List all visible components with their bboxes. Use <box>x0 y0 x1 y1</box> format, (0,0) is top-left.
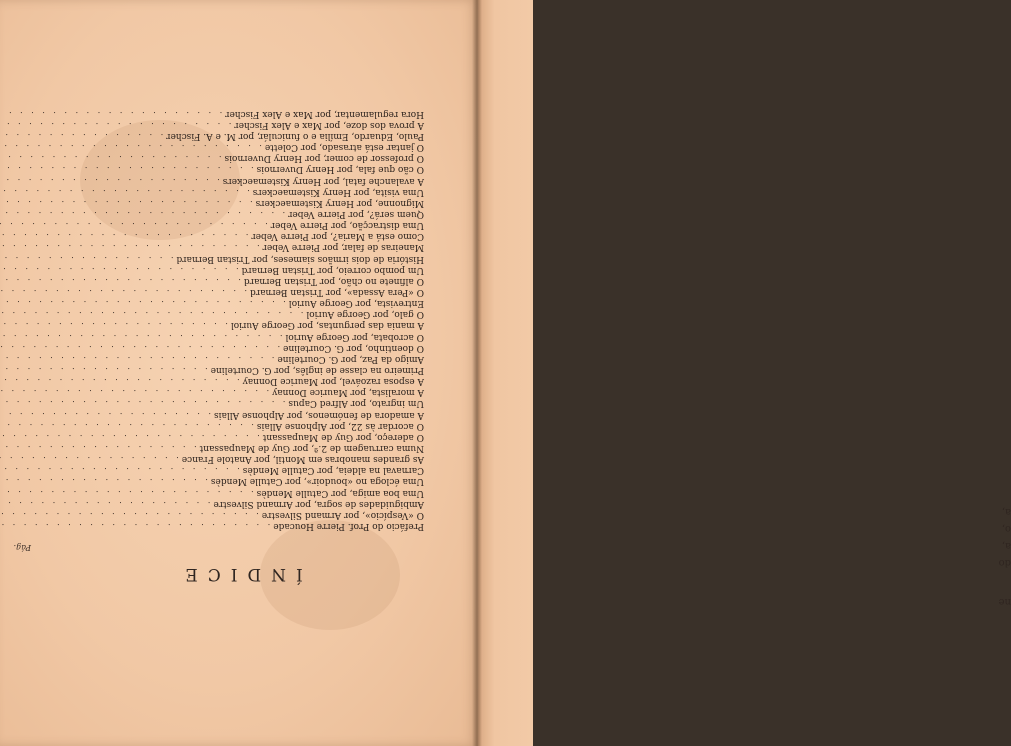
toc-entry <box>8 499 424 510</box>
toc-entry <box>8 198 424 209</box>
toc-leader-dots <box>0 343 280 354</box>
toc-entry-title: O acrobata, por George Auriol <box>285 331 424 342</box>
toc-entry-title: A avalanche fatal, por Henry Kistemaeckers <box>222 175 424 186</box>
toc-leader-dots <box>0 421 254 432</box>
toc-entry-title: Uma visita, por Henry Kistemaeckers <box>252 186 424 197</box>
toc-entry <box>8 253 424 264</box>
toc-leader-dots <box>0 120 231 131</box>
toc-entry-title: As grandes manobras em Montil, por Anatole France <box>181 454 424 465</box>
toc-entry-title: Uma écloga no «boudoir», por Catulle Mendès <box>210 476 424 487</box>
right-page-fragment: a, <box>1001 540 1011 551</box>
toc-entry-title: Numa carruagem de 2.ª, por Guy de Maupassant <box>199 443 424 454</box>
toc-entry-title: O adereço, por Guy de Maupassant <box>262 431 424 442</box>
toc-entry-title: Um ingrato, por Alfred Capus <box>288 398 424 409</box>
toc-entry <box>8 343 424 354</box>
right-page-fragment: a, <box>1001 506 1011 517</box>
toc-entry-title: O «Pera Assada», por Tristan Bernard <box>250 287 424 298</box>
toc-leader-dots <box>0 298 286 309</box>
toc-leader-dots <box>0 220 268 231</box>
toc-entry-title: A amadora de fenómenos, por Alphonse Allais <box>214 409 424 420</box>
toc-entry <box>8 387 424 398</box>
index-heading: ÍNDICE <box>175 564 303 584</box>
toc-entry <box>8 187 424 198</box>
toc-entry-title: A esposa razoável, por Maurice Donnay <box>242 376 424 387</box>
toc-leader-dots <box>0 142 262 153</box>
toc-leader-dots <box>0 164 254 175</box>
toc-entry <box>8 487 424 498</box>
toc-leader-dots <box>0 187 250 198</box>
toc-entry-title: Amigo da Paz, por G. Courteline <box>277 353 424 364</box>
toc-leader-dots <box>0 320 228 331</box>
toc-entry <box>8 354 424 365</box>
toc-entry <box>8 142 424 153</box>
toc-entry-title: Uma distracção, por Pierre Veber <box>270 220 424 231</box>
rotated-content <box>0 0 478 746</box>
toc-leader-dots <box>0 443 197 454</box>
page-column-label: Pág. <box>13 543 31 552</box>
toc-entry-title: O acordar às 22, por Alphonse Allais <box>256 420 424 431</box>
toc-entry <box>8 320 424 331</box>
toc-leader-dots <box>0 242 260 253</box>
toc-leader-dots <box>0 387 269 398</box>
book-gutter <box>472 0 482 746</box>
toc-leader-dots <box>0 398 285 409</box>
right-page-fragment: do <box>998 557 1011 568</box>
toc-leader-dots <box>0 131 163 142</box>
toc-leader-dots <box>0 499 210 510</box>
toc-entry-title: O alfinete no chão, por Tristan Bernard <box>243 275 424 286</box>
toc-entry-title: Como está a Maria?, por Pierre Veber <box>251 231 424 242</box>
toc-entry <box>8 276 424 287</box>
toc-leader-dots <box>0 276 241 287</box>
toc-entry-title: Paulo, Eduardo, Emília e o funiculár, por M. e A. Fischer <box>166 131 424 142</box>
right-page-fragment: o, <box>1001 523 1011 534</box>
toc-entry-title: Quem será?, por Pierre Veber <box>288 209 424 220</box>
toc-entry <box>8 443 424 454</box>
toc-entry <box>8 432 424 443</box>
right-page-text-fragments <box>988 500 1011 607</box>
toc-entry <box>8 365 424 376</box>
toc-leader-dots <box>0 465 240 476</box>
toc-entry <box>8 510 424 521</box>
toc-leader-dots <box>0 253 173 264</box>
toc-entry <box>8 454 424 465</box>
toc-leader-dots <box>0 521 270 532</box>
toc-entry <box>8 209 424 220</box>
toc-leader-dots <box>0 409 211 420</box>
toc-entry <box>8 131 424 142</box>
toc-entry-title: O «Vespício», por Armand Silvestre <box>261 509 424 520</box>
toc-entry <box>8 398 424 409</box>
toc-leader-dots <box>0 265 239 276</box>
toc-entry <box>8 376 424 387</box>
toc-entry <box>8 287 424 298</box>
toc-entry-title: Maneiras de falar, por Pierre Veber <box>262 242 424 253</box>
toc-entry-title: Carnaval na aldeia, por Catulle Mendès <box>242 465 424 476</box>
toc-entry <box>8 109 424 120</box>
toc-entry-title: O doentinho, por G. Courteline <box>283 342 424 353</box>
toc-entry-title: Mignonne, por Henry Kistemaeckers <box>255 197 424 208</box>
toc-entry <box>8 409 424 420</box>
toc-entry-title: Hora regulamentar, por Max e Alex Fischer <box>225 108 424 119</box>
toc-entry-title: O professor de comer, por Henry Duvernois <box>224 153 424 164</box>
toc-leader-dots <box>0 331 283 342</box>
right-page-fragment: ne <box>998 596 1011 607</box>
toc-entry-title: A mania das perguntas, por George Auriol <box>230 320 424 331</box>
toc-entry <box>8 465 424 476</box>
toc-leader-dots <box>0 487 254 498</box>
toc-entry-title: O jantar está atrasado, por Colette <box>264 142 424 153</box>
toc-leader-dots <box>0 365 208 376</box>
toc-entry <box>8 331 424 342</box>
toc-entry <box>8 476 424 487</box>
toc-leader-dots <box>0 109 222 120</box>
toc-leader-dots <box>0 198 253 209</box>
toc-entry <box>8 309 424 320</box>
toc-entry <box>8 242 424 253</box>
toc-leader-dots <box>0 454 179 465</box>
toc-entry <box>8 298 424 309</box>
toc-entry-title: Uma boa amiga, por Catulle Mendès <box>256 487 424 498</box>
toc-leader-dots <box>0 209 285 220</box>
toc-entry <box>8 153 424 164</box>
toc-leader-dots <box>0 153 222 164</box>
toc-entry <box>8 265 424 276</box>
toc-entry-title: História de dois irmãos siameses, por Tristan Bernard <box>176 253 424 264</box>
toc-entry <box>8 521 424 532</box>
toc-entry-title: A moralista, por Maurice Donnay <box>272 387 424 398</box>
toc-leader-dots <box>0 287 247 298</box>
toc-leader-dots <box>0 432 260 443</box>
right-page <box>478 0 1011 746</box>
toc-leader-dots <box>0 309 303 320</box>
toc-entry <box>8 164 424 175</box>
toc-entry-title: Primeiro na classe de inglês, por G. Courteline <box>210 365 424 376</box>
toc-leader-dots <box>0 354 274 365</box>
toc-entry-title: O cão que fala, por Henry Duvernois <box>256 164 424 175</box>
toc-entry-title: A prova dos doze, por Max e Alex Fischer <box>234 119 424 130</box>
toc-entry-title: O galo, por George Auriol <box>306 309 424 320</box>
toc-entry <box>8 120 424 131</box>
toc-leader-dots <box>0 476 208 487</box>
toc-leader-dots <box>0 510 259 521</box>
left-page <box>0 0 478 746</box>
toc-leader-dots <box>0 175 220 186</box>
toc-entry <box>8 421 424 432</box>
toc-entry <box>8 220 424 231</box>
toc-entry-title: Um pombo correio, por Tristan Bernard <box>241 264 424 275</box>
toc-entry-title: Prefácio do Prof. Pierre Houcade <box>273 521 424 531</box>
toc-entry <box>8 231 424 242</box>
toc-entry <box>8 176 424 187</box>
table-of-contents <box>8 109 424 532</box>
toc-entry-title: Ambiguidades de sogra, por Armand Silvestre <box>213 498 424 509</box>
toc-entry-title: Entrevista, por George Auriol <box>288 298 424 309</box>
toc-leader-dots <box>0 231 248 242</box>
toc-leader-dots <box>0 376 240 387</box>
